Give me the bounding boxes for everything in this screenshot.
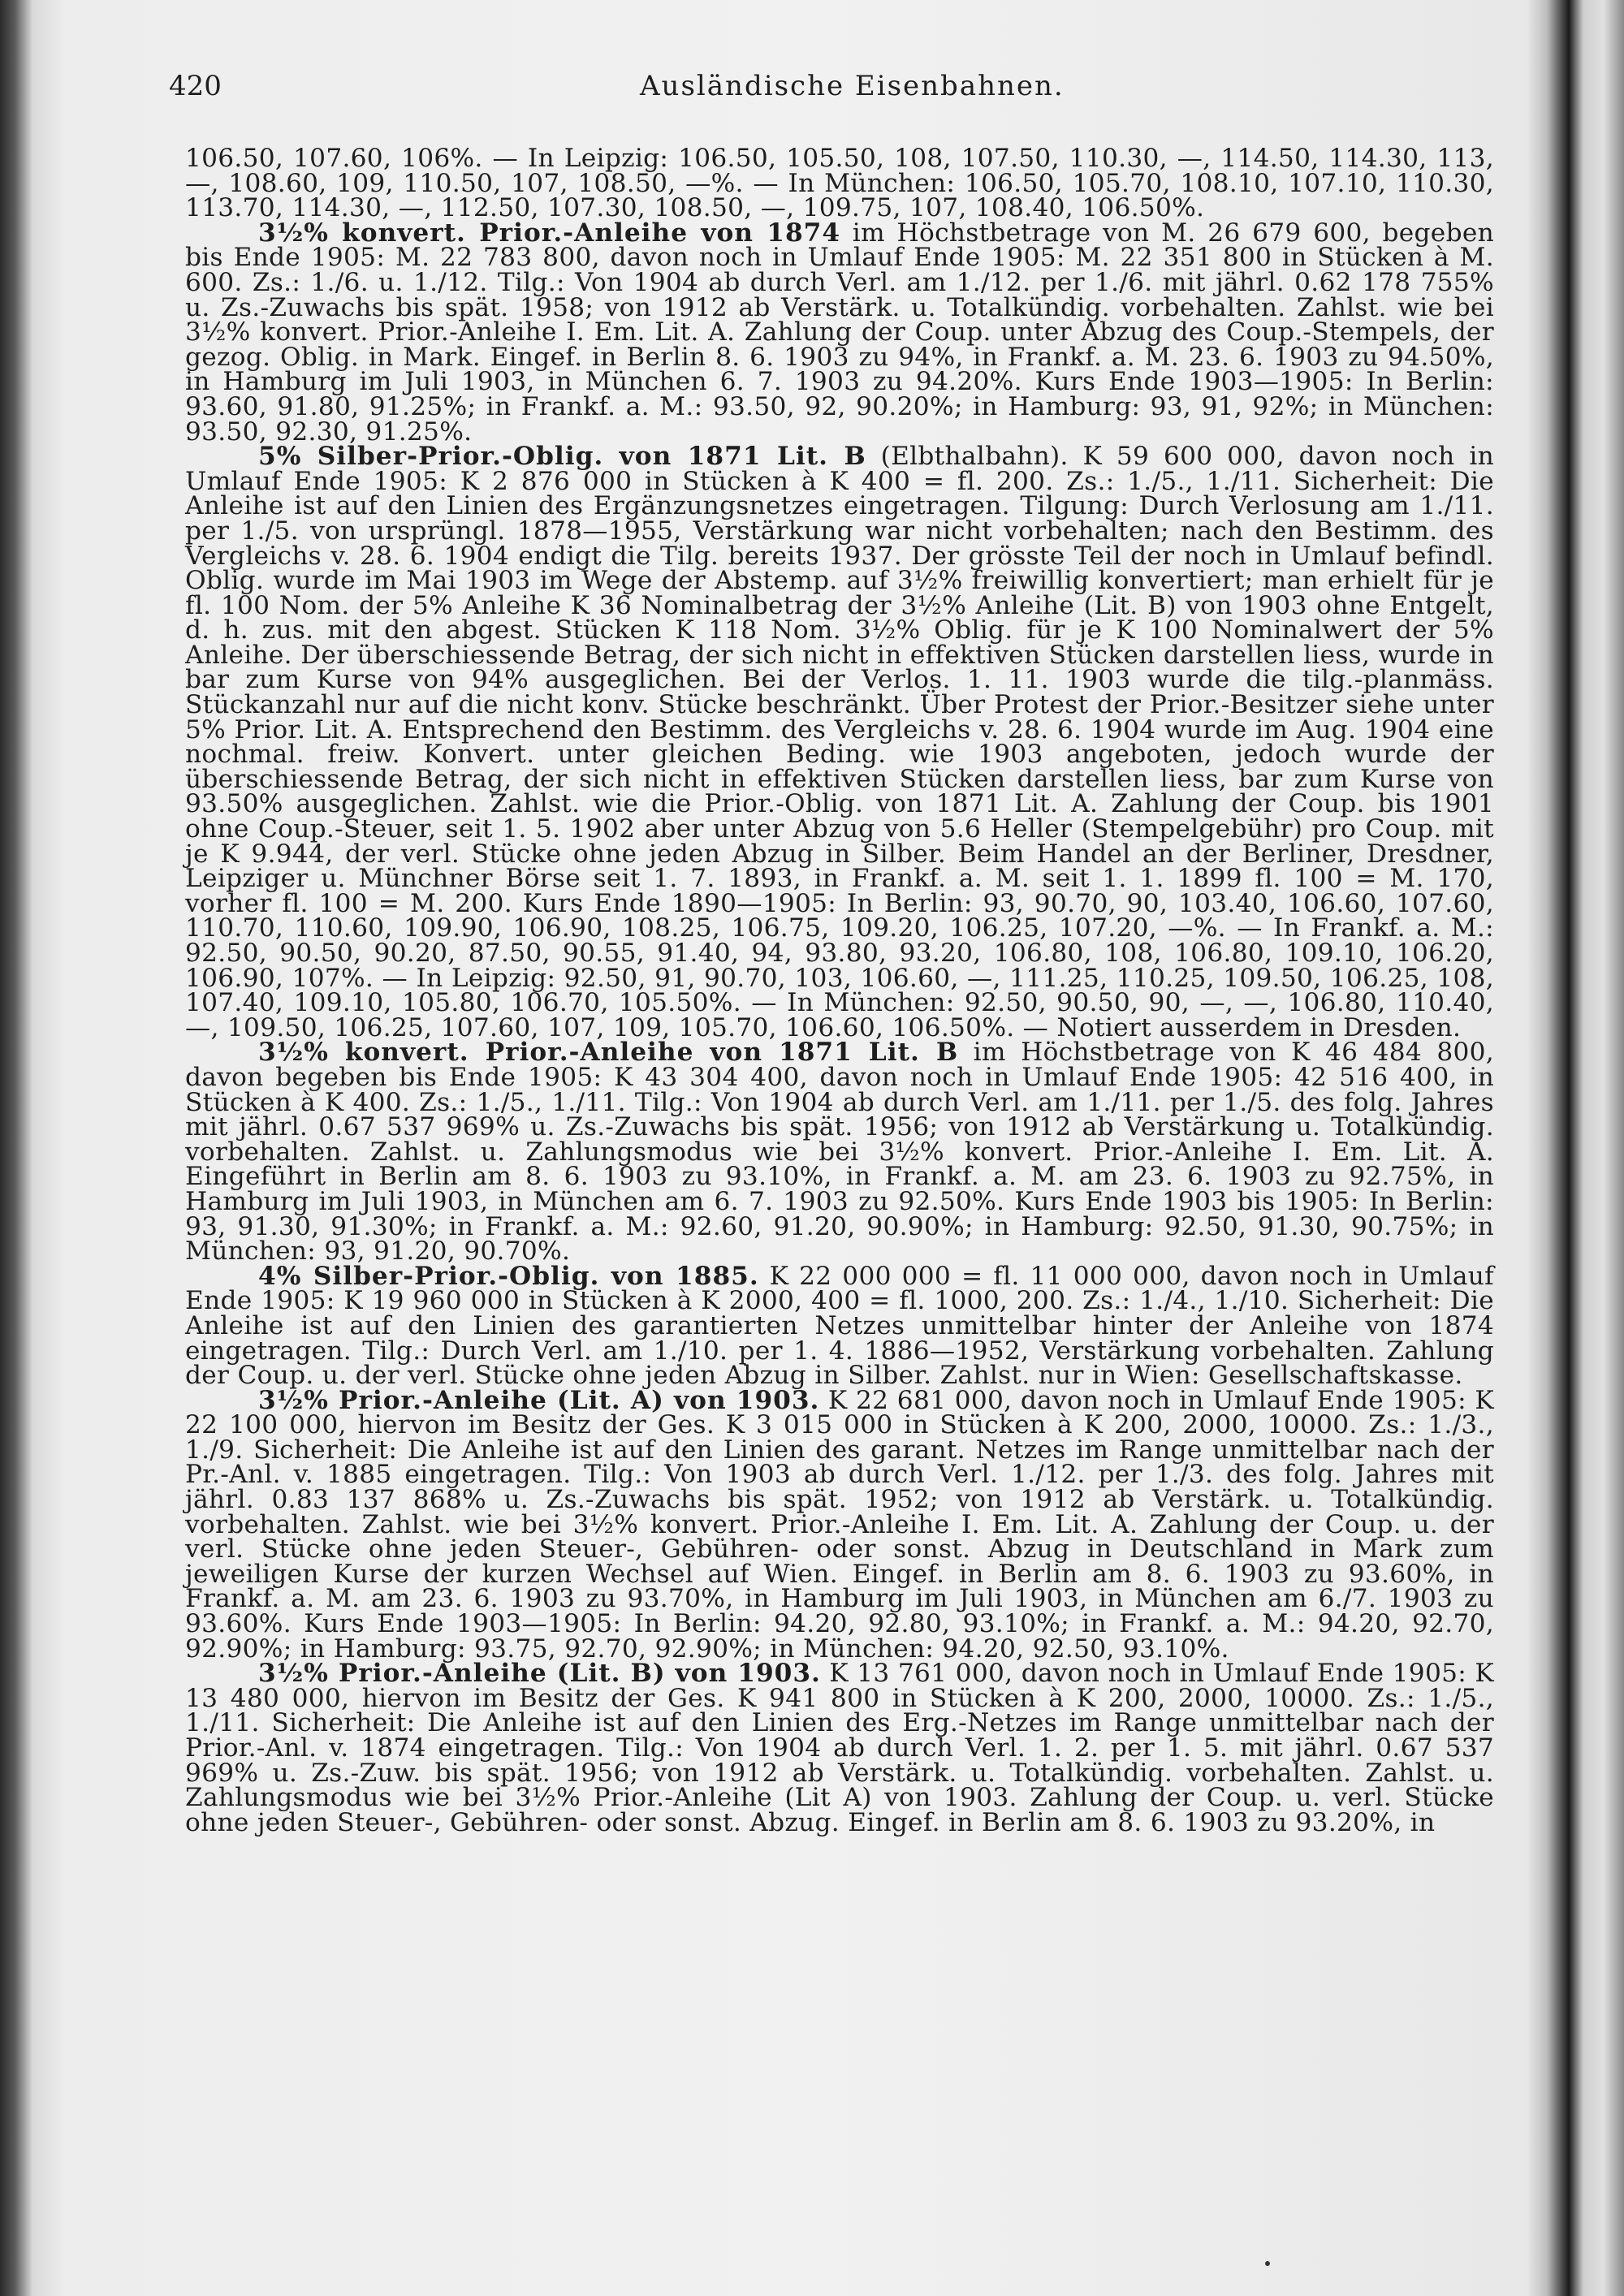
paragraph-text: im Höchstbetrage von K 46 484 800, davon begeben bis Ende 1905: K 43 304 400, davon noch in Umlauf Ende 1905: 42 516 400, in Stücken à K 400. Zs.: 1./5., 1./11. Tilg.: Von 1904 ab durch Verl. am 1./11. per 1./5. des folg. Jahres mit jährl. 0.67 537 969% u. Zs.-Zuwachs bis spät. 1956; von 1912 ab Verstärkung u. Totalkündig. vorbehalten. Zahlst. u. Zahlungsmodus wie bei 3½% konvert. Prior.-Anleihe I. Em. Lit. A. Eingeführt in Berlin am 8. 6. 1903 zu 93.10%, in Frankf. a. M. am 23. 6. 1903 zu 92.75%, in Hamburg im Juli 1903, in München am 6. 7. 1903 zu 92.50%. Kurs Ende 1903 bis 1905: In Berlin: 93, 91.30, 91.30%; in Frankf. a. M.: 92.60, 91.20, 90.90%; in Hamburg: 92.50, 91.30, 90.75%; in München: 93, 91.20, 90.70%.	[185, 1038, 1494, 1267]
paragraph-silver-bond-1871-lit-b	[185, 444, 1494, 1040]
print-speck	[1265, 2261, 1270, 2266]
page-header	[169, 70, 1494, 110]
paragraph-bond-1874	[185, 218, 1494, 447]
paragraph-text: K 13 761 000, davon noch in Umlauf Ende 1905: K 13 480 000, hiervon im Besitz der Ges. K 941 800 in Stücken à K 200, 2000, 10000. Zs.: 1./5., 1./11. Sicherheit: Die Anleihe ist auf den Linien des Erg.-Netzes im Range unmittelbar nach der Prior.-Anl. v. 1874 eingetragen. Tilg.: Von 1904 ab durch Verl. 1. 2. per 1. 5. mit jährl. 0.67 537 969% u. Zs.-Zuw. bis spät. 1956; von 1912 ab Verstärk. u. Totalkündig. vorbehalten. Zahlst. u. Zahlungsmodus wie bei 3½% Prior.-Anleihe (Lit A) von 1903. Zahlung der Coup. u. verl. Stücke ohne jeden Steuer-, Gebühren- oder sonst. Abzug. Eingef. in Berlin am 8. 6. 1903 zu 93.20%, in	[185, 1659, 1495, 1837]
paragraph-bond-1871-lit-b	[185, 1038, 1494, 1267]
paragraph-silver-bond-1885	[185, 1261, 1494, 1391]
body-text	[185, 146, 1494, 1835]
paragraph-heading: 4% Silber-Prior.-Oblig. von 1885.	[258, 1261, 759, 1291]
document-page	[169, 0, 1495, 2296]
page-number: 420	[169, 70, 222, 102]
paragraph-heading: 3½% Prior.-Anleihe (Lit. B) von 1903.	[258, 1659, 821, 1689]
paragraph-continuation	[185, 146, 1494, 221]
running-title: Ausländische Eisenbahnen.	[640, 70, 1065, 102]
paragraph-text: 106.50, 107.60, 106%. — In Leipzig: 106.50, 105.50, 108, 107.50, 110.30, —, 114.50, 114.30, 113, —, 108.60, 109, 110.50, 107, 108.50, —%. — In München: 106.50, 105.70, 108.10, 107.10, 110.30, 113.70, 114.30, —, 112.50, 107.30, 108.50, —, 109.75, 107, 108.40, 106.50%.	[185, 144, 1494, 223]
paragraph-heading: 3½% konvert. Prior.-Anleihe von 1871 Lit. B	[258, 1038, 959, 1068]
paragraph-heading: 3½% konvert. Prior.-Anleihe von 1874	[258, 218, 841, 248]
paragraph-heading: 5% Silber-Prior.-Oblig. von 1871 Lit. B	[258, 442, 866, 472]
paragraph-text: (Elbthalbahn). K 59 600 000, davon noch in Umlauf Ende 1905: K 2 876 000 in Stücken à K 400 = fl. 200. Zs.: 1./5., 1./11. Sicherheit: Die Anleihe ist auf den Linien des Ergänzungsnetzes eingetragen. Tilgung: Durch Verlosung am 1./11. per 1./5. von ursprüngl. 1878—1955, Verstärkung war nicht vorbehalten; nach den Bestimm. des Vergleichs v. 28. 6. 1904 endigt die Tilg. bereits 1937. Der grösste Teil der noch in Umlauf befindl. Oblig. wurde im Mai 1903 im Wege der Abstemp. auf 3½% freiwillig konvertiert; man erhielt für je fl. 100 Nom. der 5% Anleihe K 36 Nominalbetrag der 3½% Anleihe (Lit. B) von 1903 ohne Entgelt, d. h. zus. mit den abgest. Stücken K 118 Nom. 3½% Oblig. für je K 100 Nominalwert der 5% Anleihe. Der überschiessende Betrag, der sich nicht in effektiven Stücken darstellen liess, wurde in bar zum Kurse von 94% ausgeglichen. Bei der Verlos. 1. 11. 1903 wurde die tilg.-planmäss. Stückanzahl nur auf die nicht konv. Stücke beschränkt. Über Protest der Prior.-Besitzer siehe unter 5% Prior. Lit. A. Entsprechend den Bestimm. des Vergleichs v. 28. 6. 1904 wurde im Aug. 1904 eine nochmal. freiw. Konvert. unter gleichen Beding. wie 1903 angeboten, jedoch wurde der überschiessende Betrag, der sich nicht in effektiven Stücken darstellen liess, bar zum Kurse von 93.50% ausgeglichen. Zahlst. wie die Prior.-Oblig. von 1871 Lit. A. Zahlung der Coup. bis 1901 ohne Coup.-Steuer, seit 1. 5. 1902 aber unter Abzug von 5.6 Heller (Stempelgebühr) pro Coup. mit je K 9.944, der verl. Stücke ohne jeden Abzug in Silber. Beim Handel an der Berliner, Dresdner, Leipziger u. Münchner Börse seit 1. 7. 1893, in Frankf. a. M. seit 1. 1. 1899 fl. 100 = M. 170, vorher fl. 100 = M. 200. Kurs Ende 1890—1905: In Berlin: 93, 90.70, 90, 103.40, 106.60, 107.60, 110.70, 110.60, 109.90, 106.90, 108.25, 106.75, 109.20, 106.25, 107.20, —%. — In Frankf. a. M.: 92.50, 90.50, 90.20, 87.50, 90.55, 91.40, 94, 93.80, 93.20, 106.80, 108, 106.80, 109.10, 106.20, 106.90, 107%. — In Leipzig: 92.50, 91, 90.70, 103, 106.60, —, 111.25, 110.25, 109.50, 106.25, 108, 107.40, 109.10, 105.80, 106.70, 105.50%. — In München: 92.50, 90.50, 90, —, —, 106.80, 110.40, —, 109.50, 106.25, 107.60, 107, 109, 105.70, 106.60, 106.50%. — Notiert ausserdem in Dresden.	[185, 442, 1494, 1042]
paragraph-bond-1903-lit-a	[185, 1385, 1494, 1664]
paragraph-text: K 22 000 000 = fl. 11 000 000, davon noch in Umlauf Ende 1905: K 19 960 000 in Stücken à K 2000, 400 = fl. 1000, 200. Zs.: 1./4., 1./10. Sicherheit: Die Anleihe ist auf den Linien des garantierten Netzes unmittelbar hinter der Anleihe von 1874 eingetragen. Tilg.: Durch Verl. am 1./10. per 1. 4. 1886—1952, Verstärkung vorbehalten. Zahlung der Coup. u. der verl. Stücke ohne jeden Abzug in Silber. Zahlst. nur in Wien: Gesellschaftskasse.	[185, 1261, 1494, 1391]
paragraph-bond-1903-lit-b	[185, 1661, 1494, 1835]
paragraph-heading: 3½% Prior.-Anleihe (Lit. A) von 1903.	[258, 1385, 820, 1415]
paragraph-text: im Höchstbetrage von M. 26 679 600, begeben bis Ende 1905: M. 22 783 800, davon noch in Umlauf Ende 1905: M. 22 351 800 in Stücken à M. 600. Zs.: 1./6. u. 1./12. Tilg.: Von 1904 ab durch Verl. am 1./12. per 1./6. mit jährl. 0.62 178 755% u. Zs.-Zuwachs bis spät. 1958; von 1912 ab Verstärk. u. Totalkündig. vorbehalten. Zahlst. wie bei 3½% konvert. Prior.-Anleihe I. Em. Lit. A. Zahlung der Coup. unter Abzug des Coup.-Stempels, der gezog. Oblig. in Mark. Eingef. in Berlin 8. 6. 1903 zu 94%, in Frankf. a. M. 23. 6. 1903 zu 94.50%, in Hamburg im Juli 1903, in München 6. 7. 1903 zu 94.20%. Kurs Ende 1903—1905: In Berlin: 93.60, 91.80, 91.25%; in Frankf. a. M.: 93.50, 92, 90.20%; in Hamburg: 93, 91, 92%; in München: 93.50, 92.30, 91.25%.	[185, 218, 1494, 447]
paragraph-text: K 22 681 000, davon noch in Umlauf Ende 1905: K 22 100 000, hiervon im Besitz der Ges. K 3 015 000 in Stücken à K 200, 2000, 10000. Zs.: 1./3., 1./9. Sicherheit: Die Anleihe ist auf den Linien des garant. Netzes im Range unmittelbar nach der Pr.-Anl. v. 1885 eingetragen. Tilg.: Von 1903 ab durch Verl. 1./12. per 1./3. des folg. Jahres mit jährl. 0.83 137 868% u. Zs.-Zuwachs bis spät. 1952; von 1912 ab Verstärk. u. Totalkündig. vorbehalten. Zahlst. wie bei 3½% konvert. Prior.-Anleihe I. Em. Lit. A. Zahlung der Coup. u. der verl. Stücke ohne jeden Steuer-, Gebühren- oder sonst. Abzug in Deutschland in Mark zum jeweiligen Kurse der kurzen Wechsel auf Wien. Eingef. in Berlin am 8. 6. 1903 zu 93.60%, in Frankf. a. M. am 23. 6. 1903 zu 93.70%, in Hamburg im Juli 1903, in München am 6./7. 1903 zu 93.60%. Kurs Ende 1903—1905: In Berlin: 94.20, 92.80, 93.10%; in Frankf. a. M.: 94.20, 92.70, 92.90%; in Hamburg: 93.75, 92.70, 92.90%; in München: 94.20, 92.50, 93.10%.	[185, 1385, 1494, 1664]
